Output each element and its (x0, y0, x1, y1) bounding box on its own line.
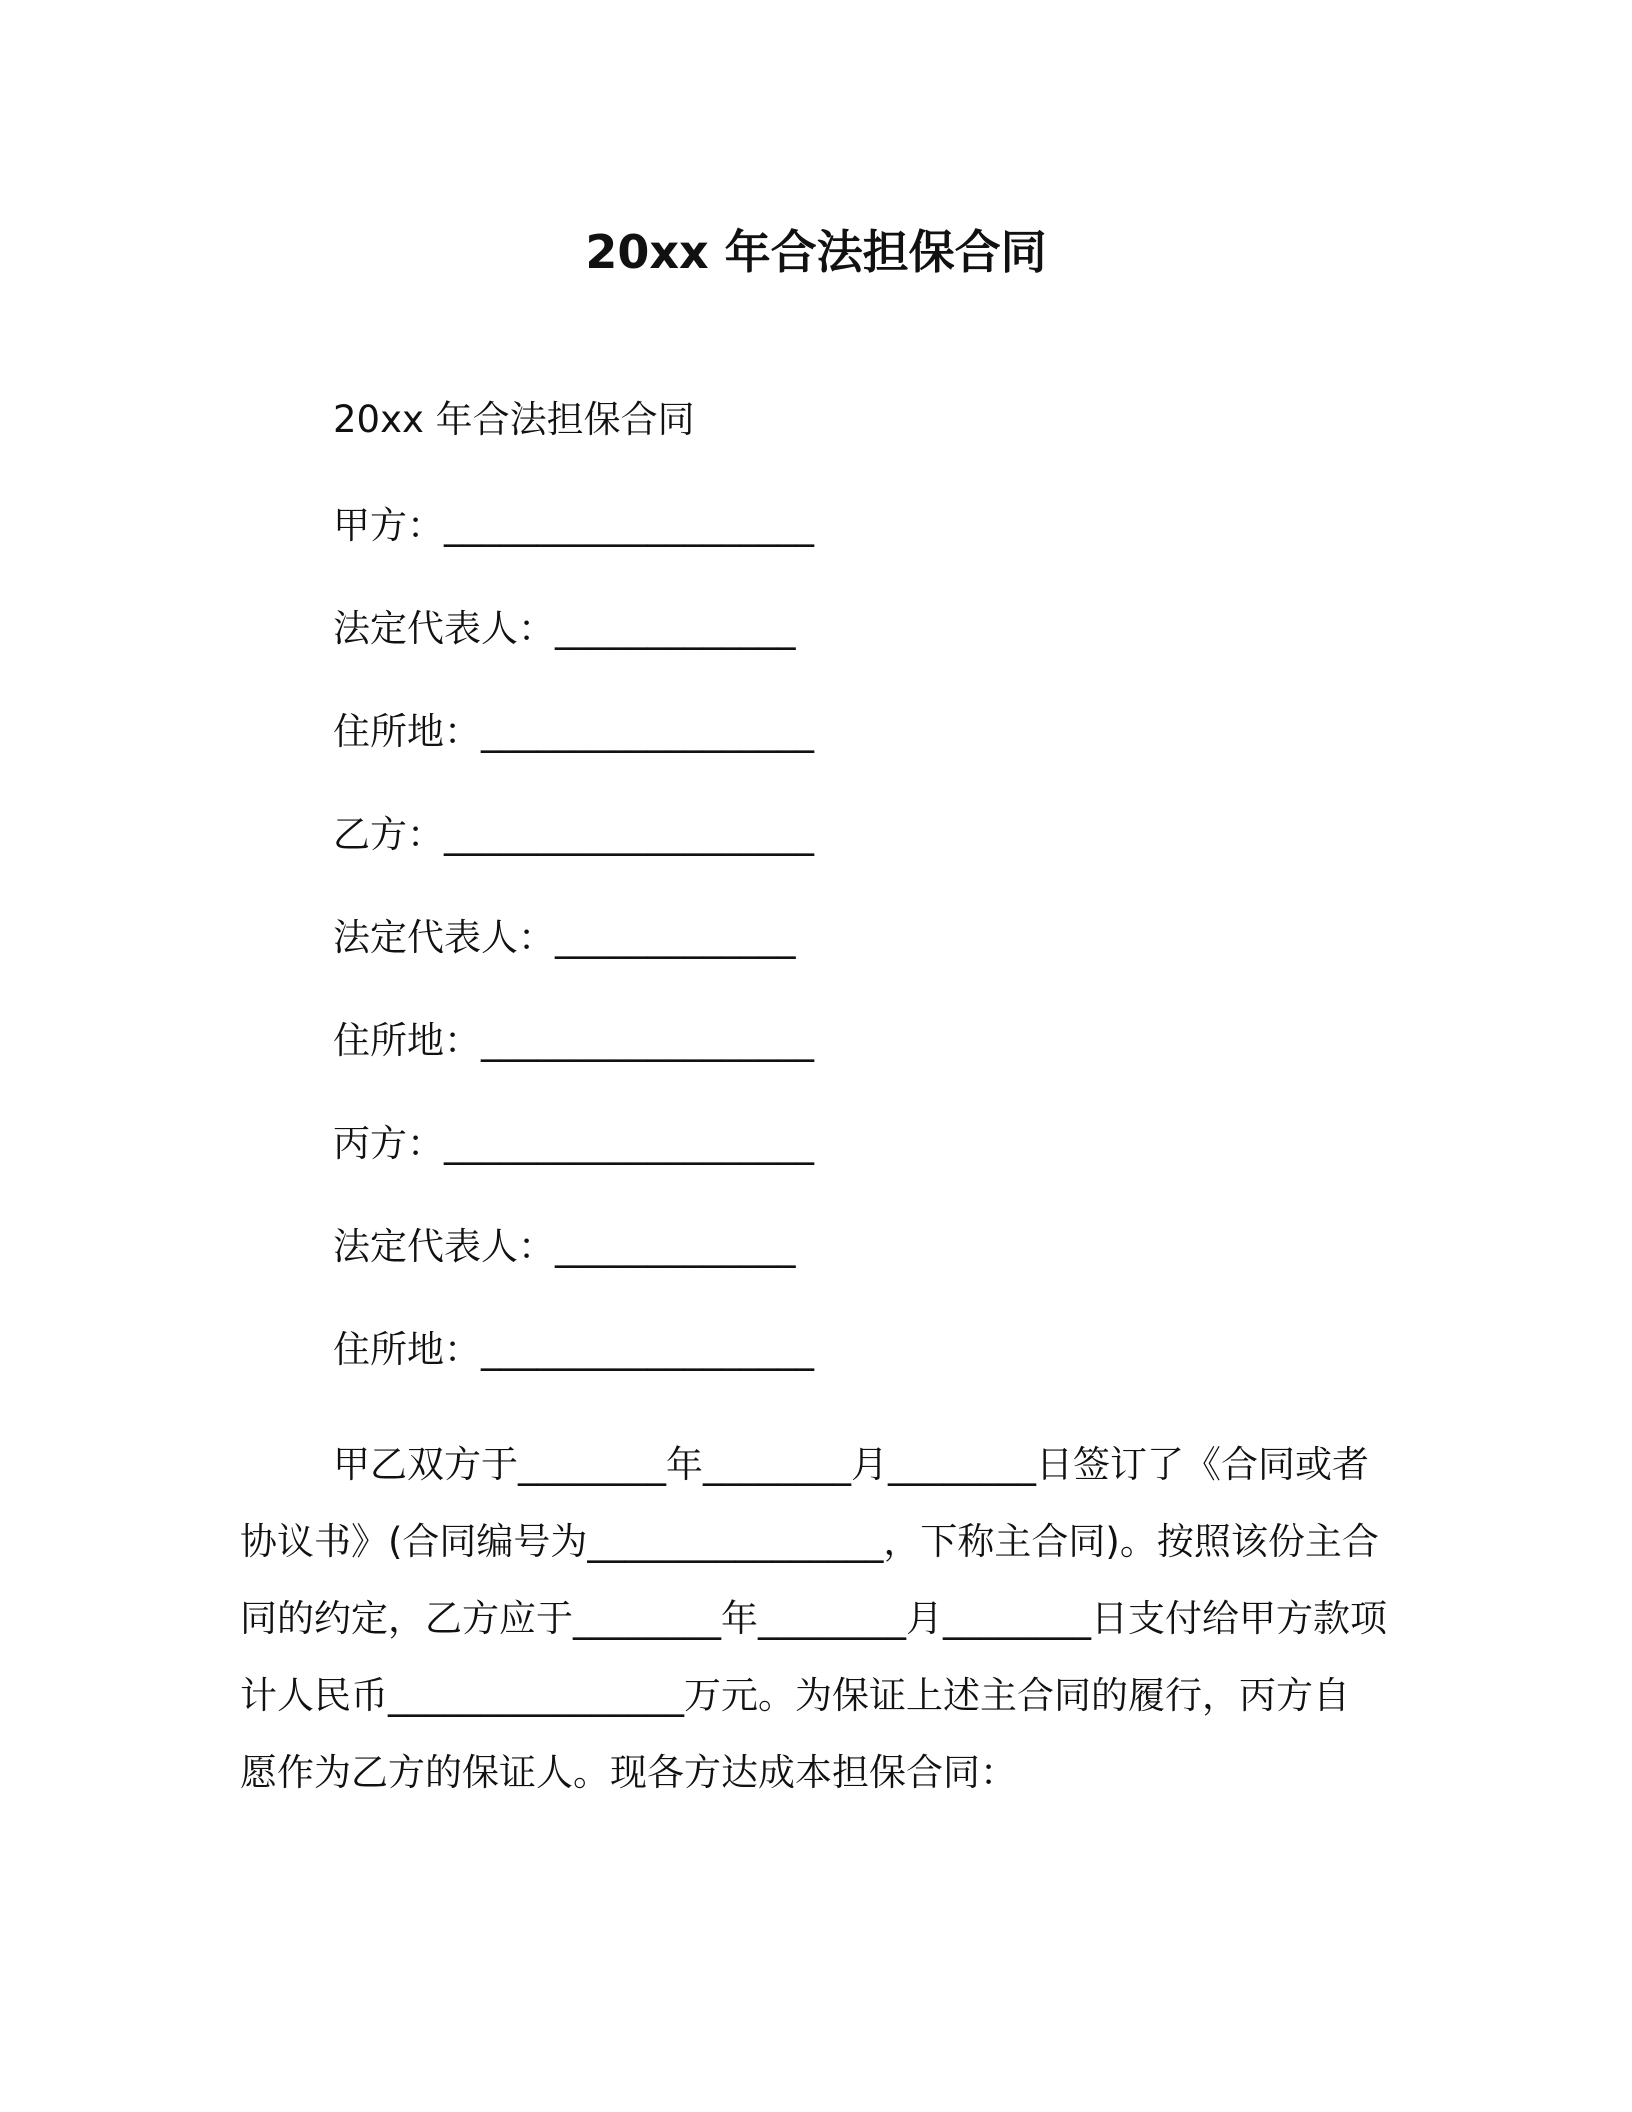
party-a-representative-field: 法定代表人：_____________ (333, 607, 796, 650)
party-b-address-field: 住所地：__________________ (333, 1019, 814, 1062)
party-a-address-field: 住所地：__________________ (333, 710, 814, 753)
document-subtitle: 20xx 年合法担保合同 (333, 398, 695, 441)
party-b-field: 乙方：____________________ (333, 813, 814, 856)
party-c-field: 丙方：____________________ (333, 1122, 814, 1165)
party-a-field: 甲方：____________________ (333, 504, 814, 547)
paragraph-line: 愿作为乙方的保证人。现各方达成本担保合同： (240, 1751, 1017, 1794)
party-c-address-field: 住所地：__________________ (333, 1328, 814, 1371)
party-c-representative-field: 法定代表人：_____________ (333, 1225, 796, 1268)
paragraph-line: 同的约定，乙方应于________年________月________日支付给甲方款项 (240, 1597, 1387, 1640)
paragraph-line: 协议书》(合同编号为________________，下称主合同)。按照该份主合 (240, 1520, 1379, 1563)
contract-intro-paragraph (240, 1426, 1390, 1811)
paragraph-line: 计人民币________________万元。为保证上述主合同的履行，丙方自 (240, 1674, 1350, 1717)
paragraph-line: 甲乙双方于________年________月________日签订了《合同或者 (333, 1443, 1369, 1486)
party-b-representative-field: 法定代表人：_____________ (333, 916, 796, 959)
document-title: 20xx 年合法担保合同 (585, 225, 1047, 279)
